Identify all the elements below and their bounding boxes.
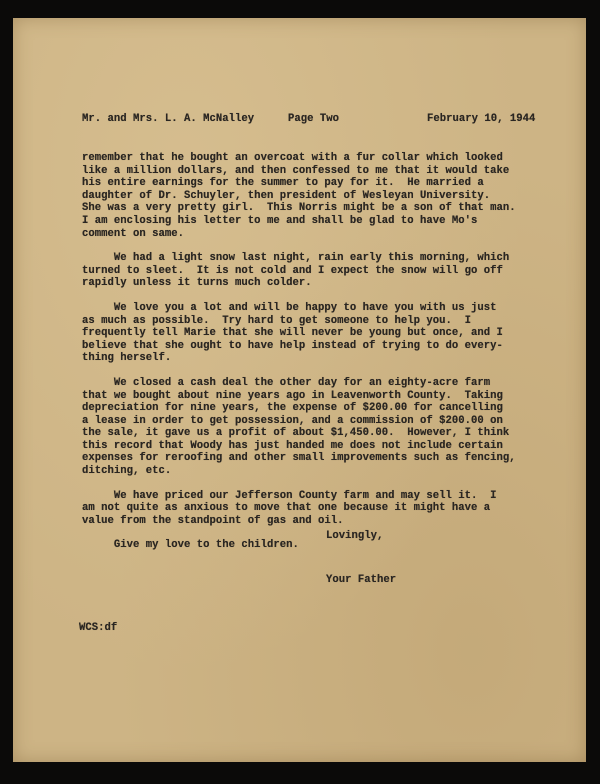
paragraph-1: [82, 152, 516, 240]
closing: Lovingly,: [326, 530, 384, 542]
body-line: the sale, it gave us a profit of about $1,450.00. However, I think: [82, 427, 510, 440]
header-page-number: Page Two: [288, 113, 340, 125]
body-line: rapidly unless it turns much colder.: [82, 277, 312, 290]
paragraph-4: [82, 377, 516, 478]
body-line: comment on same.: [82, 227, 185, 240]
body-line: believe that she ought to have help instead of trying to do every-: [82, 339, 503, 352]
body-line: depreciation for nine years, the expense of $200.00 for cancelling: [82, 402, 503, 415]
body-line: expenses for reroofing and other small improvements such as fencing,: [82, 452, 516, 465]
body-line: She was a very pretty girl. This Norris might be a son of that man.: [82, 202, 516, 215]
body-line: I am enclosing his letter to me and shall be glad to have Mo's: [82, 214, 478, 227]
body-line: frequently tell Marie that she will never be young but once, and I: [82, 327, 503, 340]
body-line: We had a light snow last night, rain early this morning, which: [82, 252, 510, 265]
header-date: February 10, 1944: [427, 113, 536, 125]
signature: Your Father: [326, 574, 397, 586]
letter-body: [82, 152, 516, 552]
paragraph-2: [82, 252, 516, 290]
body-line: am not quite as anxious to move that one because it might have a: [82, 502, 491, 515]
body-line: We closed a cash deal the other day for an eighty-acre farm: [82, 376, 491, 389]
letter-page: [13, 18, 586, 762]
body-line: as much as possible. Try hard to get someone to help you. I: [82, 314, 472, 327]
body-line: We love you a lot and will be happy to have you with us just: [82, 301, 497, 314]
body-line: like a million dollars, and then confessed to me that it would take: [82, 164, 510, 177]
paragraph-6: [82, 539, 516, 552]
body-line: this record that Woody has just handed me does not include certain: [82, 439, 503, 452]
body-line: We have priced our Jefferson County farm and may sell it. I: [82, 489, 497, 502]
body-line: his entire earnings for the summer to pay for it. He married a: [82, 177, 484, 190]
body-line: a lease in order to get possession, and a commission of $200.00 on: [82, 414, 503, 427]
paragraph-3: [82, 302, 516, 365]
body-line: remember that he bought an overcoat with a fur collar which looked: [82, 152, 503, 164]
body-line: daughter of Dr. Schuyler, then president of Wesleyan University.: [82, 189, 491, 202]
header-recipient: Mr. and Mrs. L. A. McNalley: [82, 113, 255, 125]
paragraph-5: [82, 490, 516, 528]
typist-initials: WCS:df: [79, 622, 118, 634]
body-line: thing herself.: [82, 352, 172, 365]
body-line: turned to sleet. It is not cold and I expect the snow will go off: [82, 264, 503, 277]
body-line: ditching, etc.: [82, 465, 172, 478]
body-line: Give my love to the children.: [82, 539, 299, 552]
body-line: that we bought about nine years ago in Leavenworth County. Taking: [82, 389, 503, 402]
body-line: value from the standpoint of gas and oil.: [82, 514, 344, 527]
